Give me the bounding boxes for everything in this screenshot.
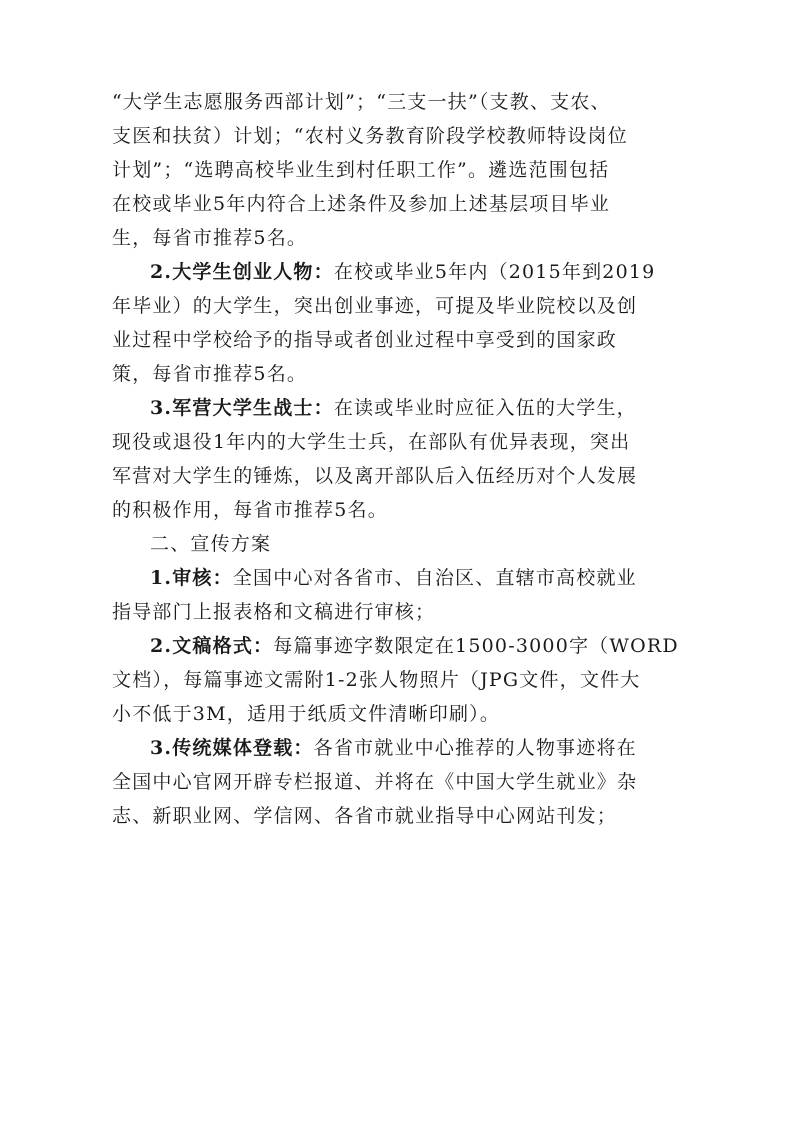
text-line [112, 88, 672, 116]
line-text: 各省市就业中心推荐的人物事迹将在 [313, 737, 637, 759]
line-text: 文档），每篇事迹文需附1-2张人物照片（JPG文件，文件大 [112, 669, 641, 691]
text-line [112, 598, 672, 626]
line-text: 生，每省市推荐5名。 [112, 227, 308, 249]
line-text: 全国中心官网开辟专栏报道、并将在《中国大学生就业》杂 [112, 771, 638, 793]
item-heading: 2.大学生创业人物： [150, 261, 334, 283]
section-heading [112, 530, 672, 558]
line-text: 支医和扶贫）计划；“农村义务教育阶段学校教师特设岗位 [112, 125, 628, 147]
line-text: 计划”；“选聘高校毕业生到村任职工作”。遴选范围包括 [112, 159, 610, 181]
line-text: 指导部门上报表格和文稿进行审核； [112, 601, 436, 623]
item-heading: 3.军营大学生战士： [150, 397, 334, 419]
text-line [112, 360, 672, 388]
item-heading: 1.审核： [150, 567, 233, 589]
line-text: 在读或毕业时应征入伍的大学生， [333, 397, 637, 419]
text-line [112, 428, 672, 456]
item-heading: 2.文稿格式： [150, 635, 274, 657]
line-text: “大学生志愿服务西部计划”；“三支一扶”（支教、支农、 [112, 91, 611, 113]
paragraph-first-line [112, 734, 672, 762]
text-line [112, 224, 672, 252]
text-line [112, 156, 672, 184]
line-text: 志、新职业网、学信网、各省市就业指导中心网站刊发； [112, 805, 618, 827]
text-line [112, 190, 672, 218]
text-line [112, 700, 672, 728]
line-text: 在校或毕业5年内符合上述条件及参加上述基层项目毕业 [112, 193, 611, 215]
paragraph-first-line [112, 394, 672, 422]
text-line [112, 292, 672, 320]
text-line [112, 768, 672, 796]
line-text: 在校或毕业5年内（2015年到2019 [333, 261, 656, 283]
line-text: 现役或退役1年内的大学生士兵，在部队有优异表现，突出 [112, 431, 631, 453]
line-text: 业过程中学校给予的指导或者创业过程中享受到的国家政 [112, 329, 618, 351]
line-text: 小不低于3M，适用于纸质文件清晰印刷）。 [112, 703, 501, 725]
paragraph-first-line [112, 564, 672, 592]
document-page [112, 88, 679, 836]
paragraph-first-line [112, 632, 679, 660]
line-text: 军营对大学生的锤炼，以及离开部队后入伍经历对个人发展 [112, 465, 638, 487]
line-text: 每篇事迹字数限定在1500-3000字（WORD [273, 635, 679, 657]
text-line [112, 802, 672, 830]
text-line [112, 122, 672, 150]
text-line [112, 326, 672, 354]
text-line [112, 496, 672, 524]
line-text: 策，每省市推荐5名。 [112, 363, 308, 385]
text-line [112, 666, 672, 694]
line-text: 全国中心对各省市、自治区、直辖市高校就业 [232, 567, 637, 589]
item-heading: 3.传统媒体登载： [150, 737, 314, 759]
line-text: 的积极作用，每省市推荐5名。 [112, 499, 388, 521]
paragraph-first-line [112, 258, 672, 286]
section-heading-text: 二、宣传方案 [150, 533, 272, 555]
line-text: 年毕业）的大学生，突出创业事迹，可提及毕业院校以及创 [112, 295, 638, 317]
text-line [112, 462, 672, 490]
